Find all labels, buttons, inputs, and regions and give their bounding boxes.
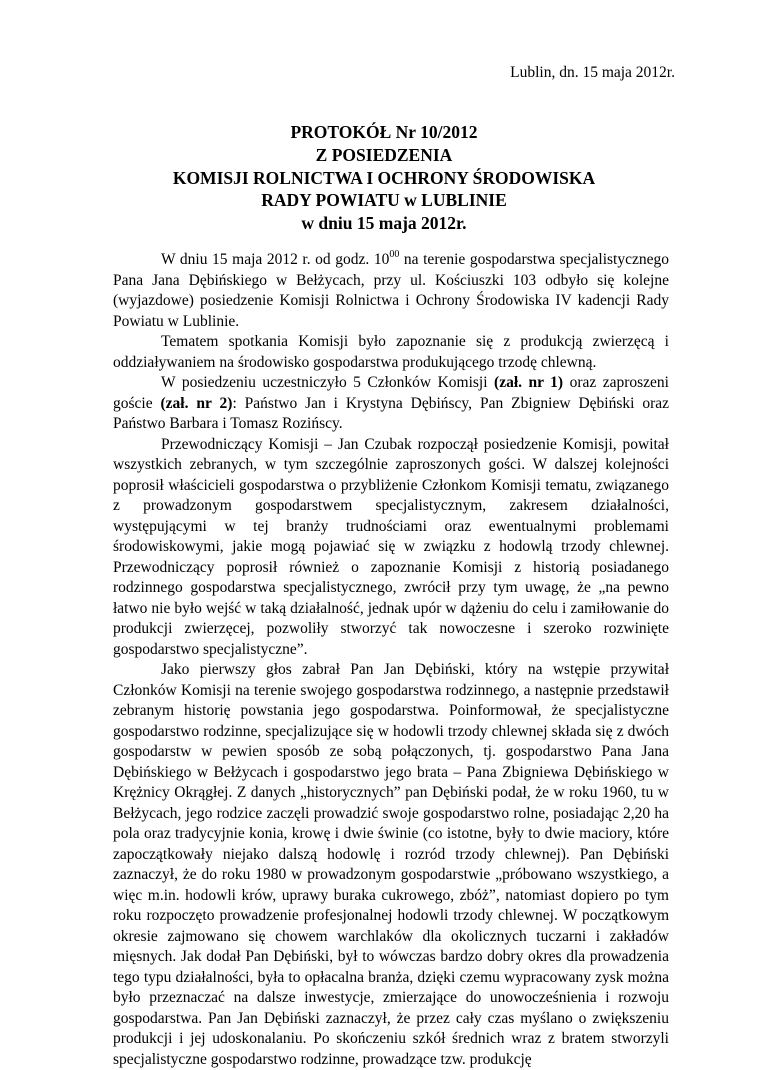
attachment-ref-2: (zał. nr 2) — [160, 394, 233, 412]
paragraph-attendance — [113, 373, 669, 435]
title-line-2: Z POSIEDZENIA — [315, 144, 453, 165]
attendance-text-2: oraz zaproszeni goście — [113, 374, 669, 412]
paragraph-meeting-info — [113, 250, 669, 332]
paragraph-farm-history: Jako pierwszy głos zabrał Pan Jan Dębiński, który na wstępie przywitał Członków Komisji na terenie swojego gospodarstwa rodzinnego, a następnie przedstawił zebranym historię powstania jego gospodarstwa. Poinformował, że specjalistyczne gospodarstwo rodzinne, specjalizujące się w hodowli trzody chlewnej składa się z dwóch gospodarstw w pewien sposób ze sobą połączonych, tj. gospodarstwo Pana Jana Dębińskiego w Bełżycach i gospodarstwo jego brata – Pana Zbigniewa Dębińskiego w Krężnicy Okrągłej. Z danych „historycznych” pan Dębiński podał, że w roku 1960, tu w Bełżycach, jego rodzice zaczęli prowadzić swoje gospodarstwo rolne, posiadając 2,20 ha pola oraz tradycyjnie konia, krowę i dwie świnie (co istotne, były to dwie maciory, które zapoczątkowały niejako dalszą hodowlę i rozród trzody chlewnej). Pan Dębiński zaznaczył, że do roku 1980 w prowadzonym gospodarstwie „próbowano wszystkiego, a więc m.in. hodowli krów, uprawy buraka cukrowego, zbóż”, natomiast dopiero po tym roku rozpoczęto prowadzenie profesjonalnej hodowli trzody chlewnej. W początkowym okresie zajmowano się chowem warchlaków dla okolicznych tuczarni i zakładów mięsnych. Jak dodał Pan Dębiński, był to wówczas bardzo dobry okres dla prowadzenia tego typu działalności, była to opłacalna branża, dzięki czemu wypracowany zysk można było przeznaczać na dalsze inwestycje, zmierzające do unowocześnienia i rozwoju gospodarstwa. Pan Jan Dębiński zaznaczył, że przez cały czas myślano o zwiększeniu produkcji i jej udoskonalaniu. Po skończeniu szkół średnich wraz z bratem stworzyli specjalistyczne gospodarstwo rodzinne, prowadzące tzw. produkcję — [113, 661, 669, 1068]
attendance-text-1: W posiedzeniu uczestniczyło 5 Członków Komisji — [161, 374, 495, 391]
attachment-ref-1: (zał. nr 1) — [494, 374, 564, 391]
attendance-text-3: : Państwo Jan i Krystyna Dębińscy, Pan Zbigniew Dębiński oraz Państwo Barbara i Tomasz Rozińscy. — [113, 394, 669, 432]
time-superscript: 00 — [389, 249, 400, 260]
title-line-4: RADY POWIATU w LUBLINIE — [261, 190, 507, 211]
title-line-1: PROTOKÓŁ Nr 10/2012 — [290, 122, 478, 142]
document-title — [0, 121, 768, 235]
document-body — [113, 250, 669, 1070]
date-line: Lublin, dn. 15 maja 2012r. — [510, 64, 675, 81]
paragraph-chairman-opening: Przewodniczący Komisji – Jan Czubak rozpoczął posiedzenie Komisji, powitał wszystkich zebranych, w tym szczególnie zaproszonych gości. W dalszej kolejności poprosił właścicieli gospodarstwa o przybliżenie Członkom Komisji tematu, związanego z prowadzonym gospodarstwem specjalistycznym, zakresem działalności, występującymi w tej branży trudnościami oraz ewentualnymi problemami środowiskowymi, jakie mogą pojawiać się w związku z hodowlą trzody chlewnej. Przewodniczący poprosił również o zapoznanie Komisji z historią posiadanego rodzinnego gospodarstwa specjalistycznego, zwrócił przy tym uwagę, że „na pewno łatwo nie było wejść w taką działalność, jednak upór w dążeniu do celu i zamiłowanie do produkcji zwierzęcej, pozwoliły stworzyć tak nowoczesne i szeroko rozwinięte gospodarstwo specjalistyczne”. — [113, 435, 669, 658]
paragraph-topic: Tematem spotkania Komisji było zapoznanie się z produkcją zwierzęcą i oddziaływaniem na środowisko gospodarstwa produkującego trzodę chlewną. — [113, 333, 669, 371]
meeting-info-text-start: W dniu 15 maja 2012 r. od godz. 10 — [161, 251, 390, 268]
title-line-5: w dniu 15 maja 2012r. — [301, 213, 467, 234]
meeting-info-text-end: na terenie gospodarstwa specjalistycznego Pana Jana Dębińskiego w Bełżycach, przy ul. Kościuszki 103 odbyło się kolejne (wyjazdowe) posiedzenie Komisji Rolnictwa i Ochrony Środowiska IV kadencji Rady Powiatu w Lublinie. — [113, 251, 669, 330]
title-line-3: KOMISJI ROLNICTWA I OCHRONY ŚRODOWISKA — [172, 167, 596, 188]
